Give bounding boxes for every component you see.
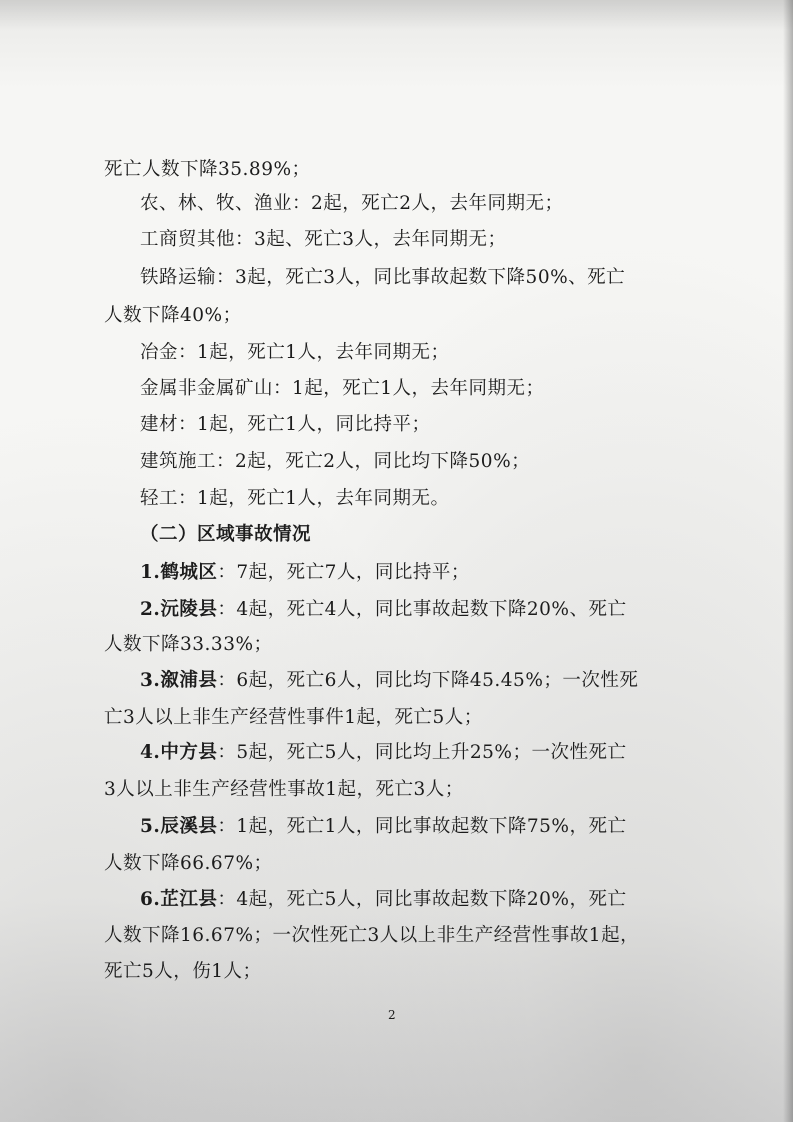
region-text: ：4起，死亡4人，同比事故起数下降20%、死亡 bbox=[217, 599, 627, 620]
text-line: 人数下降66.67%； bbox=[104, 853, 273, 874]
region-label: 4.中方县 bbox=[140, 742, 218, 763]
text-line: 死亡人数下降35.89%； bbox=[104, 159, 311, 180]
region-label: 1.鹤城区 bbox=[140, 562, 218, 583]
text-line: 农、林、牧、渔业：2起，死亡2人，去年同期无； bbox=[140, 193, 564, 214]
text-line: 金属非金属矿山：1起，死亡1人，去年同期无； bbox=[140, 378, 545, 399]
region-line bbox=[140, 598, 627, 622]
page-number: 2 bbox=[388, 1008, 396, 1022]
region-label: 5.辰溪县 bbox=[140, 816, 218, 837]
region-text: ：5起，死亡5人，同比均上升25%；一次性死亡 bbox=[217, 742, 627, 763]
region-text: ：4起，死亡5人，同比事故起数下降20%，死亡 bbox=[217, 889, 627, 910]
text-line: 建材：1起，死亡1人，同比持平； bbox=[140, 414, 431, 435]
section-heading: （二）区域事故情况 bbox=[140, 524, 312, 545]
scan-shadow-right bbox=[783, 0, 793, 1122]
text-line: 建筑施工：2起，死亡2人，同比均下降50%； bbox=[140, 451, 531, 472]
region-text: ：1起，死亡1人，同比事故起数下降75%，死亡 bbox=[217, 816, 627, 837]
text-line: 冶金：1起，死亡1人，去年同期无； bbox=[140, 342, 450, 363]
region-label: 2.沅陵县 bbox=[140, 599, 218, 620]
text-line: 亡3人以上非生产经营性事件1起，死亡5人； bbox=[104, 707, 483, 728]
region-line bbox=[140, 888, 627, 912]
text-line: 死亡5人，伤1人； bbox=[104, 961, 262, 982]
text-line: 人数下降16.67%；一次性死亡3人以上非生产经营性事故1起， bbox=[104, 925, 640, 946]
region-label: 6.芷江县 bbox=[140, 889, 218, 910]
text-line: 人数下降33.33%； bbox=[104, 634, 273, 655]
region-text: ：7起，死亡7人，同比持平； bbox=[217, 562, 470, 583]
text-line: 人数下降40%； bbox=[104, 305, 242, 326]
region-text: ：6起，死亡6人，同比均下降45.45%；一次性死 bbox=[217, 670, 639, 691]
scan-shadow-top bbox=[0, 0, 793, 30]
text-line: 3人以上非生产经营性事故1起，死亡3人； bbox=[104, 779, 464, 800]
text-line: 轻工：1起，死亡1人，去年同期无。 bbox=[140, 488, 450, 509]
text-line: 铁路运输：3起，死亡3人，同比事故起数下降50%、死亡 bbox=[140, 267, 626, 288]
text-line: 工商贸其他：3起、死亡3人，去年同期无； bbox=[140, 229, 507, 250]
region-line bbox=[140, 669, 638, 693]
region-line bbox=[140, 741, 627, 765]
region-line bbox=[140, 815, 627, 839]
region-label: 3.溆浦县 bbox=[140, 670, 218, 691]
region-line bbox=[140, 561, 470, 585]
